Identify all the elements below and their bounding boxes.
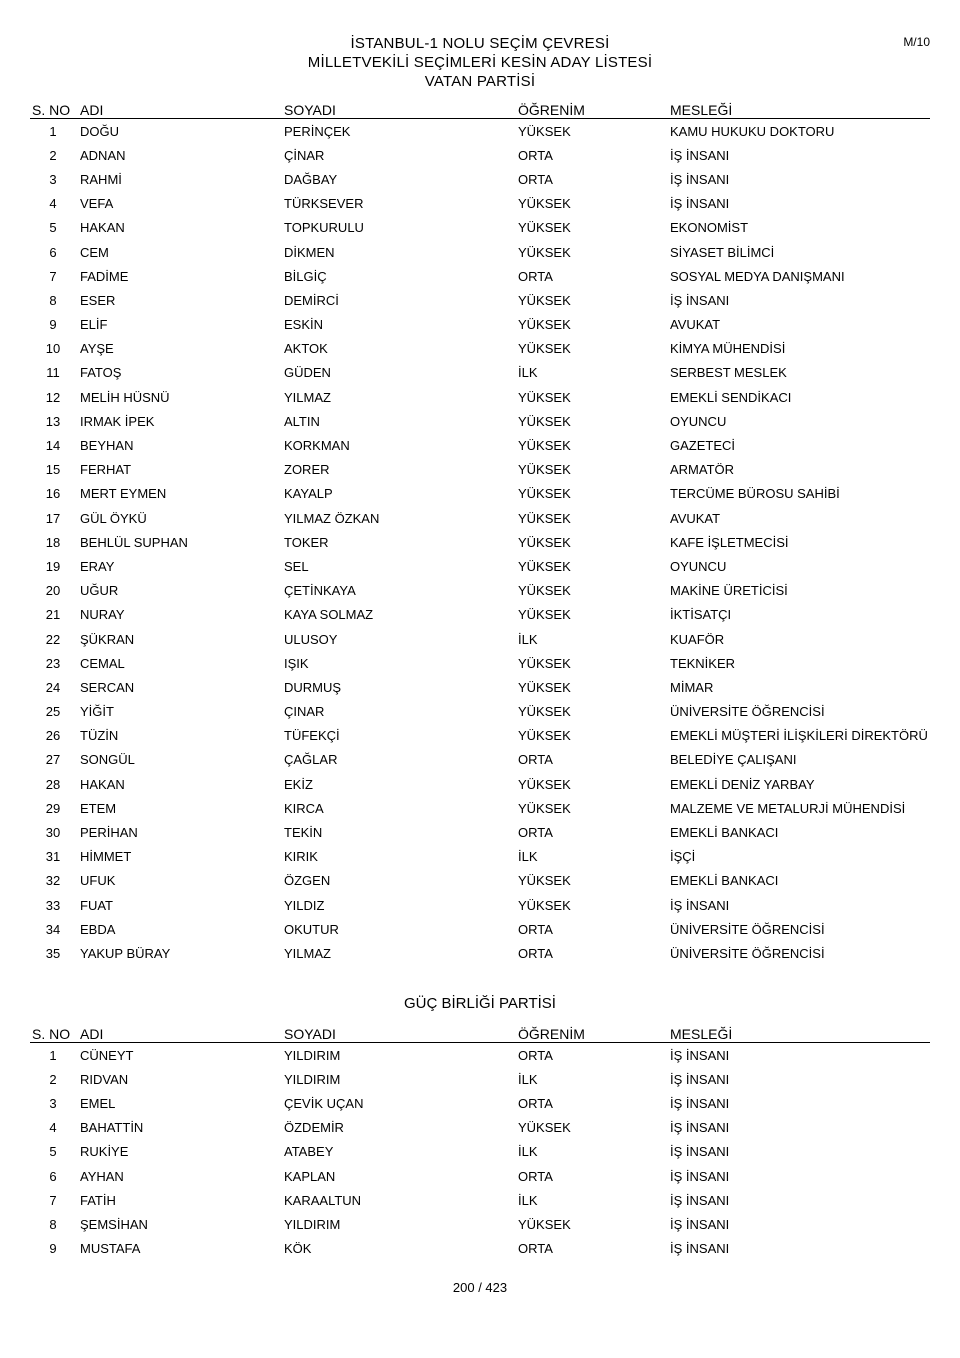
cell-adi: ELİF xyxy=(80,317,108,333)
col-header-soyadi: SOYADI xyxy=(284,96,518,119)
table-row xyxy=(30,530,930,554)
cell-adi: YİĞİT xyxy=(80,704,114,720)
cell-meslegi: TERCÜME BÜROSU SAHİBİ xyxy=(670,486,840,502)
table-row xyxy=(30,1237,930,1261)
cell-meslegi: İKTİSATÇI xyxy=(670,607,732,623)
cell-soyadi: TÜRKSEVER xyxy=(284,196,364,212)
cell-adi: CÜNEYT xyxy=(80,1047,134,1063)
cell-ogrenim: YÜKSEK xyxy=(518,534,571,550)
cell-no: 10 xyxy=(45,341,61,357)
cell-no: 6 xyxy=(49,1168,57,1184)
cell-no: 3 xyxy=(49,171,57,187)
cell-ogrenim: İLK xyxy=(518,365,538,381)
table-row xyxy=(30,119,930,144)
cell-ogrenim: ORTA xyxy=(518,945,553,961)
cell-meslegi: ÜNİVERSİTE ÖĞRENCİSİ xyxy=(670,704,825,720)
cell-meslegi: İŞ İNSANI xyxy=(670,147,730,163)
cell-meslegi: EMEKLİ MÜŞTERİ İLİŞKİLERİ DİREKTÖRÜ xyxy=(670,728,928,744)
cell-ogrenim: İLK xyxy=(518,849,538,865)
cell-meslegi: ÜNİVERSİTE ÖĞRENCİSİ xyxy=(670,921,825,937)
table-row xyxy=(30,651,930,675)
cell-meslegi: İŞ İNSANI xyxy=(670,1120,730,1136)
table-row xyxy=(30,820,930,844)
cell-no: 21 xyxy=(45,607,61,623)
cell-no: 2 xyxy=(49,147,57,163)
cell-adi: TÜZİN xyxy=(80,728,119,744)
cell-adi: MERT EYMEN xyxy=(80,486,167,502)
cell-soyadi: KORKMAN xyxy=(284,438,350,454)
cell-soyadi: KIRIK xyxy=(284,849,318,865)
cell-adi: ERAY xyxy=(80,558,115,574)
cell-ogrenim: ORTA xyxy=(518,1047,553,1063)
cell-adi: SONGÜL xyxy=(80,752,135,768)
cell-soyadi: TOKER xyxy=(284,534,329,550)
cell-meslegi: OYUNCU xyxy=(670,413,727,429)
cell-adi: VEFA xyxy=(80,196,114,212)
cell-no: 26 xyxy=(45,728,61,744)
cell-soyadi: YILMAZ xyxy=(284,389,331,405)
cell-meslegi: AVUKAT xyxy=(670,510,721,526)
cell-no: 8 xyxy=(49,292,57,308)
cell-no: 20 xyxy=(45,583,61,599)
cell-soyadi: KAYALP xyxy=(284,486,333,502)
table-row xyxy=(30,893,930,917)
table-row xyxy=(30,458,930,482)
cell-ogrenim: ORTA xyxy=(518,1095,553,1111)
cell-ogrenim: YÜKSEK xyxy=(518,317,571,333)
table-row xyxy=(30,1091,930,1115)
cell-ogrenim: YÜKSEK xyxy=(518,679,571,695)
cell-no: 6 xyxy=(49,244,57,260)
table-row xyxy=(30,361,930,385)
cell-adi: IRMAK İPEK xyxy=(80,413,155,429)
col-header-meslegi: MESLEĞİ xyxy=(670,1020,930,1043)
table-row xyxy=(30,385,930,409)
cell-ogrenim: İLK xyxy=(518,631,538,647)
table-row xyxy=(30,748,930,772)
cell-ogrenim: YÜKSEK xyxy=(518,123,571,139)
cell-meslegi: İŞ İNSANI xyxy=(670,1144,730,1160)
table-row xyxy=(30,1067,930,1091)
cell-soyadi: YILDIRIM xyxy=(284,1216,341,1232)
cell-ogrenim: YÜKSEK xyxy=(518,486,571,502)
cell-no: 1 xyxy=(49,123,57,139)
cell-soyadi: ÇETİNKAYA xyxy=(284,583,356,599)
cell-no: 5 xyxy=(49,220,57,236)
cell-ogrenim: YÜKSEK xyxy=(518,220,571,236)
table-row xyxy=(30,143,930,167)
cell-ogrenim: ORTA xyxy=(518,1168,553,1184)
col-header-adi: ADI xyxy=(80,1020,284,1043)
cell-adi: FERHAT xyxy=(80,462,132,478)
cell-no: 14 xyxy=(45,438,61,454)
cell-no: 28 xyxy=(45,776,61,792)
cell-no: 15 xyxy=(45,462,61,478)
cell-no: 25 xyxy=(45,704,61,720)
cell-no: 5 xyxy=(49,1144,57,1160)
table-row xyxy=(30,579,930,603)
cell-soyadi: YILDIZ xyxy=(284,897,325,913)
cell-no: 35 xyxy=(45,945,61,961)
table-row xyxy=(30,240,930,264)
cell-no: 2 xyxy=(49,1071,57,1087)
cell-adi: ADNAN xyxy=(80,147,126,163)
list-title: MİLLETVEKİLİ SEÇİMLERİ KESİN ADAY LİSTESİ xyxy=(307,54,653,71)
cell-adi: SERCAN xyxy=(80,679,135,695)
cell-meslegi: KAFE İŞLETMECİSİ xyxy=(670,534,789,550)
constituency-title: İSTANBUL-1 NOLU SEÇİM ÇEVRESİ xyxy=(350,35,610,52)
cell-adi: FUAT xyxy=(80,897,113,913)
cell-adi: PERİHAN xyxy=(80,825,138,841)
cell-soyadi: DURMUŞ xyxy=(284,679,342,695)
cell-adi: UFUK xyxy=(80,873,116,889)
cell-adi: FATOŞ xyxy=(80,365,122,381)
cell-meslegi: İŞ İNSANI xyxy=(670,1216,730,1232)
cell-meslegi: EMEKLİ DENİZ YARBAY xyxy=(670,776,815,792)
cell-ogrenim: YÜKSEK xyxy=(518,462,571,478)
cell-ogrenim: YÜKSEK xyxy=(518,558,571,574)
cell-soyadi: SEL xyxy=(284,558,309,574)
table-row xyxy=(30,433,930,457)
cell-ogrenim: YÜKSEK xyxy=(518,655,571,671)
cell-soyadi: EKİZ xyxy=(284,776,313,792)
cell-ogrenim: YÜKSEK xyxy=(518,413,571,429)
cell-ogrenim: ORTA xyxy=(518,147,553,163)
col-header-soyadi: SOYADI xyxy=(284,1020,518,1043)
cell-no: 7 xyxy=(49,268,57,284)
cell-no: 29 xyxy=(45,800,61,816)
cell-ogrenim: İLK xyxy=(518,1144,538,1160)
cell-soyadi: KAPLAN xyxy=(284,1168,336,1184)
cell-no: 31 xyxy=(45,849,61,865)
cell-soyadi: KÖK xyxy=(284,1241,312,1257)
cell-ogrenim: ORTA xyxy=(518,171,553,187)
cell-no: 34 xyxy=(45,921,61,937)
cell-no: 16 xyxy=(45,486,61,502)
table-row xyxy=(30,1116,930,1140)
cell-adi: FATİH xyxy=(80,1192,116,1208)
cell-no: 33 xyxy=(45,897,61,913)
col-header-no: S. NO xyxy=(30,96,80,119)
cell-soyadi: ÖZDEMİR xyxy=(284,1120,344,1136)
cell-ogrenim: YÜKSEK xyxy=(518,196,571,212)
cell-soyadi: YILDIRIM xyxy=(284,1071,341,1087)
cell-meslegi: BELEDİYE ÇALIŞANI xyxy=(670,752,797,768)
cell-meslegi: İŞ İNSANI xyxy=(670,1047,730,1063)
table-row xyxy=(30,724,930,748)
cell-meslegi: KAMU HUKUKU DOKTORU xyxy=(670,123,835,139)
table-row xyxy=(30,772,930,796)
cell-soyadi: YILMAZ xyxy=(284,945,331,961)
cell-no: 9 xyxy=(49,1241,57,1257)
table-row xyxy=(30,409,930,433)
cell-no: 13 xyxy=(45,413,61,429)
cell-soyadi: ZORER xyxy=(284,462,330,478)
cell-ogrenim: YÜKSEK xyxy=(518,244,571,260)
cell-adi: EBDA xyxy=(80,921,116,937)
cell-ogrenim: İLK xyxy=(518,1071,538,1087)
cell-ogrenim: ORTA xyxy=(518,825,553,841)
cell-soyadi: KAYA SOLMAZ xyxy=(284,607,374,623)
candidate-table-vatan xyxy=(30,96,930,966)
cell-soyadi: BİLGİÇ xyxy=(284,268,327,284)
cell-ogrenim: YÜKSEK xyxy=(518,607,571,623)
cell-meslegi: GAZETECİ xyxy=(670,438,736,454)
party-title-2: GÜÇ BİRLİĞİ PARTİSİ xyxy=(404,995,556,1012)
table-row xyxy=(30,482,930,506)
cell-meslegi: EKONOMİST xyxy=(670,220,749,236)
cell-ogrenim: ORTA xyxy=(518,752,553,768)
cell-soyadi: ÇINAR xyxy=(284,704,325,720)
cell-ogrenim: YÜKSEK xyxy=(518,1120,571,1136)
table-row xyxy=(30,1188,930,1212)
cell-ogrenim: YÜKSEK xyxy=(518,728,571,744)
cell-ogrenim: YÜKSEK xyxy=(518,389,571,405)
table-row xyxy=(30,796,930,820)
cell-meslegi: KİMYA MÜHENDİSİ xyxy=(670,341,786,357)
cell-adi: MUSTAFA xyxy=(80,1241,141,1257)
cell-meslegi: İŞ İNSANI xyxy=(670,196,730,212)
cell-meslegi: İŞÇİ xyxy=(670,849,696,865)
cell-adi: RAHMİ xyxy=(80,171,122,187)
cell-adi: ETEM xyxy=(80,800,117,816)
table-row xyxy=(30,264,930,288)
cell-meslegi: MİMAR xyxy=(670,679,714,695)
cell-ogrenim: YÜKSEK xyxy=(518,873,571,889)
cell-ogrenim: YÜKSEK xyxy=(518,292,571,308)
cell-no: 30 xyxy=(45,825,61,841)
cell-soyadi: ÖZGEN xyxy=(284,873,331,889)
cell-meslegi: MAKİNE ÜRETİCİSİ xyxy=(670,583,788,599)
table-row xyxy=(30,700,930,724)
cell-ogrenim: YÜKSEK xyxy=(518,704,571,720)
cell-meslegi: SİYASET BİLİMCİ xyxy=(670,244,775,260)
col-header-ogrenim: ÖĞRENİM xyxy=(518,96,670,119)
cell-ogrenim: YÜKSEK xyxy=(518,776,571,792)
cell-no: 32 xyxy=(45,873,61,889)
cell-meslegi: İŞ İNSANI xyxy=(670,1071,730,1087)
cell-meslegi: EMEKLİ SENDİKACI xyxy=(670,389,792,405)
cell-adi: EMEL xyxy=(80,1095,116,1111)
page-code: M/10 xyxy=(903,35,930,49)
party-title-1: VATAN PARTİSİ xyxy=(424,73,536,90)
cell-soyadi: TÜFEKÇİ xyxy=(284,728,340,744)
table-row xyxy=(30,554,930,578)
cell-soyadi: YILMAZ ÖZKAN xyxy=(284,510,380,526)
cell-soyadi: ÇEVİK UÇAN xyxy=(284,1095,364,1111)
table-row xyxy=(30,603,930,627)
cell-no: 24 xyxy=(45,679,61,695)
cell-ogrenim: ORTA xyxy=(518,921,553,937)
cell-adi: RUKİYE xyxy=(80,1144,129,1160)
cell-ogrenim: YÜKSEK xyxy=(518,1216,571,1232)
cell-ogrenim: YÜKSEK xyxy=(518,897,571,913)
cell-adi: DOĞU xyxy=(80,123,119,139)
cell-no: 11 xyxy=(46,365,60,381)
cell-adi: AYŞE xyxy=(80,341,114,357)
cell-soyadi: KARAALTUN xyxy=(284,1192,362,1208)
cell-soyadi: ATABEY xyxy=(284,1144,334,1160)
cell-adi: BEHLÜL SUPHAN xyxy=(80,534,188,550)
cell-no: 8 xyxy=(49,1216,57,1232)
cell-adi: CEMAL xyxy=(80,655,125,671)
cell-soyadi: ÇİNAR xyxy=(284,147,325,163)
cell-meslegi: İŞ İNSANI xyxy=(670,171,730,187)
cell-adi: YAKUP BÜRAY xyxy=(80,945,171,961)
cell-no: 4 xyxy=(49,1120,57,1136)
cell-adi: CEM xyxy=(80,244,109,260)
table-row xyxy=(30,941,930,965)
cell-meslegi: TEKNİKER xyxy=(670,655,736,671)
cell-adi: HİMMET xyxy=(80,849,132,865)
cell-no: 19 xyxy=(45,558,61,574)
cell-meslegi: EMEKLİ BANKACI xyxy=(670,873,779,889)
table-row xyxy=(30,192,930,216)
page-number: 200 / 423 xyxy=(452,1280,508,1295)
col-header-adi: ADI xyxy=(80,96,284,119)
cell-ogrenim: İLK xyxy=(518,1192,538,1208)
cell-soyadi: IŞIK xyxy=(284,655,309,671)
cell-no: 3 xyxy=(49,1095,57,1111)
cell-no: 27 xyxy=(45,752,61,768)
cell-soyadi: YILDIRIM xyxy=(284,1047,341,1063)
cell-adi: BAHATTİN xyxy=(80,1120,144,1136)
cell-meslegi: SOSYAL MEDYA DANIŞMANI xyxy=(670,268,845,284)
cell-meslegi: EMEKLİ BANKACI xyxy=(670,825,779,841)
cell-meslegi: İŞ İNSANI xyxy=(670,292,730,308)
candidate-table-guc-birligi xyxy=(30,1020,930,1261)
cell-soyadi: ALTIN xyxy=(284,413,320,429)
cell-adi: ŞÜKRAN xyxy=(80,631,135,647)
table-row xyxy=(30,313,930,337)
cell-ogrenim: YÜKSEK xyxy=(518,438,571,454)
cell-meslegi: ÜNİVERSİTE ÖĞRENCİSİ xyxy=(670,945,825,961)
cell-meslegi: OYUNCU xyxy=(670,558,727,574)
cell-ogrenim: ORTA xyxy=(518,1241,553,1257)
col-header-meslegi: MESLEĞİ xyxy=(670,96,930,119)
cell-no: 18 xyxy=(45,534,61,550)
cell-ogrenim: YÜKSEK xyxy=(518,800,571,816)
cell-soyadi: KIRCA xyxy=(284,800,324,816)
table-row xyxy=(30,506,930,530)
table-row xyxy=(30,1164,930,1188)
cell-soyadi: OKUTUR xyxy=(284,921,339,937)
cell-soyadi: PERİNÇEK xyxy=(284,123,351,139)
table-row xyxy=(30,675,930,699)
cell-no: 23 xyxy=(45,655,61,671)
cell-soyadi: ÇAĞLAR xyxy=(284,752,338,768)
table-row xyxy=(30,1212,930,1236)
cell-meslegi: İŞ İNSANI xyxy=(670,1241,730,1257)
cell-adi: MELİH HÜSNÜ xyxy=(80,389,170,405)
cell-meslegi: KUAFÖR xyxy=(670,631,725,647)
cell-soyadi: TOPKURULU xyxy=(284,220,364,236)
cell-meslegi: İŞ İNSANI xyxy=(670,1168,730,1184)
table-row xyxy=(30,1140,930,1164)
cell-adi: FADİME xyxy=(80,268,129,284)
col-header-ogrenim: ÖĞRENİM xyxy=(518,1020,670,1043)
table-row xyxy=(30,845,930,869)
cell-adi: HAKAN xyxy=(80,776,125,792)
table-row xyxy=(30,917,930,941)
cell-no: 4 xyxy=(49,196,57,212)
cell-meslegi: MALZEME VE METALURJİ MÜHENDİSİ xyxy=(670,800,906,816)
cell-no: 9 xyxy=(49,317,57,333)
cell-soyadi: ESKİN xyxy=(284,317,324,333)
cell-meslegi: ARMATÖR xyxy=(670,462,735,478)
cell-no: 7 xyxy=(49,1192,57,1208)
cell-adi: UĞUR xyxy=(80,583,119,599)
cell-soyadi: TEKİN xyxy=(284,825,323,841)
cell-no: 12 xyxy=(45,389,61,405)
cell-ogrenim: ORTA xyxy=(518,268,553,284)
cell-adi: RIDVAN xyxy=(80,1071,129,1087)
table-row xyxy=(30,1043,930,1068)
table-row xyxy=(30,288,930,312)
table-row xyxy=(30,167,930,191)
cell-adi: HAKAN xyxy=(80,220,125,236)
cell-meslegi: AVUKAT xyxy=(670,317,721,333)
cell-adi: GÜL ÖYKÜ xyxy=(80,510,147,526)
cell-ogrenim: YÜKSEK xyxy=(518,510,571,526)
cell-meslegi: İŞ İNSANI xyxy=(670,1192,730,1208)
cell-soyadi: DAĞBAY xyxy=(284,171,338,187)
cell-no: 17 xyxy=(45,510,61,526)
col-header-no: S. NO xyxy=(30,1020,80,1043)
table-row xyxy=(30,869,930,893)
table-header-row xyxy=(30,1020,930,1043)
cell-no: 22 xyxy=(45,631,61,647)
cell-adi: ESER xyxy=(80,292,116,308)
cell-ogrenim: YÜKSEK xyxy=(518,583,571,599)
cell-meslegi: SERBEST MESLEK xyxy=(670,365,787,381)
cell-soyadi: GÜDEN xyxy=(284,365,331,381)
cell-meslegi: İŞ İNSANI xyxy=(670,1095,730,1111)
cell-meslegi: İŞ İNSANI xyxy=(670,897,730,913)
document-header xyxy=(0,34,960,91)
cell-adi: NURAY xyxy=(80,607,125,623)
table-row xyxy=(30,337,930,361)
cell-soyadi: DİKMEN xyxy=(284,244,335,260)
cell-adi: ŞEMSİHAN xyxy=(80,1216,148,1232)
cell-adi: AYHAN xyxy=(80,1168,124,1184)
table-row xyxy=(30,627,930,651)
cell-ogrenim: YÜKSEK xyxy=(518,341,571,357)
cell-soyadi: ULUSOY xyxy=(284,631,338,647)
cell-adi: BEYHAN xyxy=(80,438,134,454)
cell-no: 1 xyxy=(49,1047,57,1063)
table-header-row xyxy=(30,96,930,119)
table-row xyxy=(30,216,930,240)
cell-soyadi: AKTOK xyxy=(284,341,328,357)
cell-soyadi: DEMİRCİ xyxy=(284,292,339,308)
